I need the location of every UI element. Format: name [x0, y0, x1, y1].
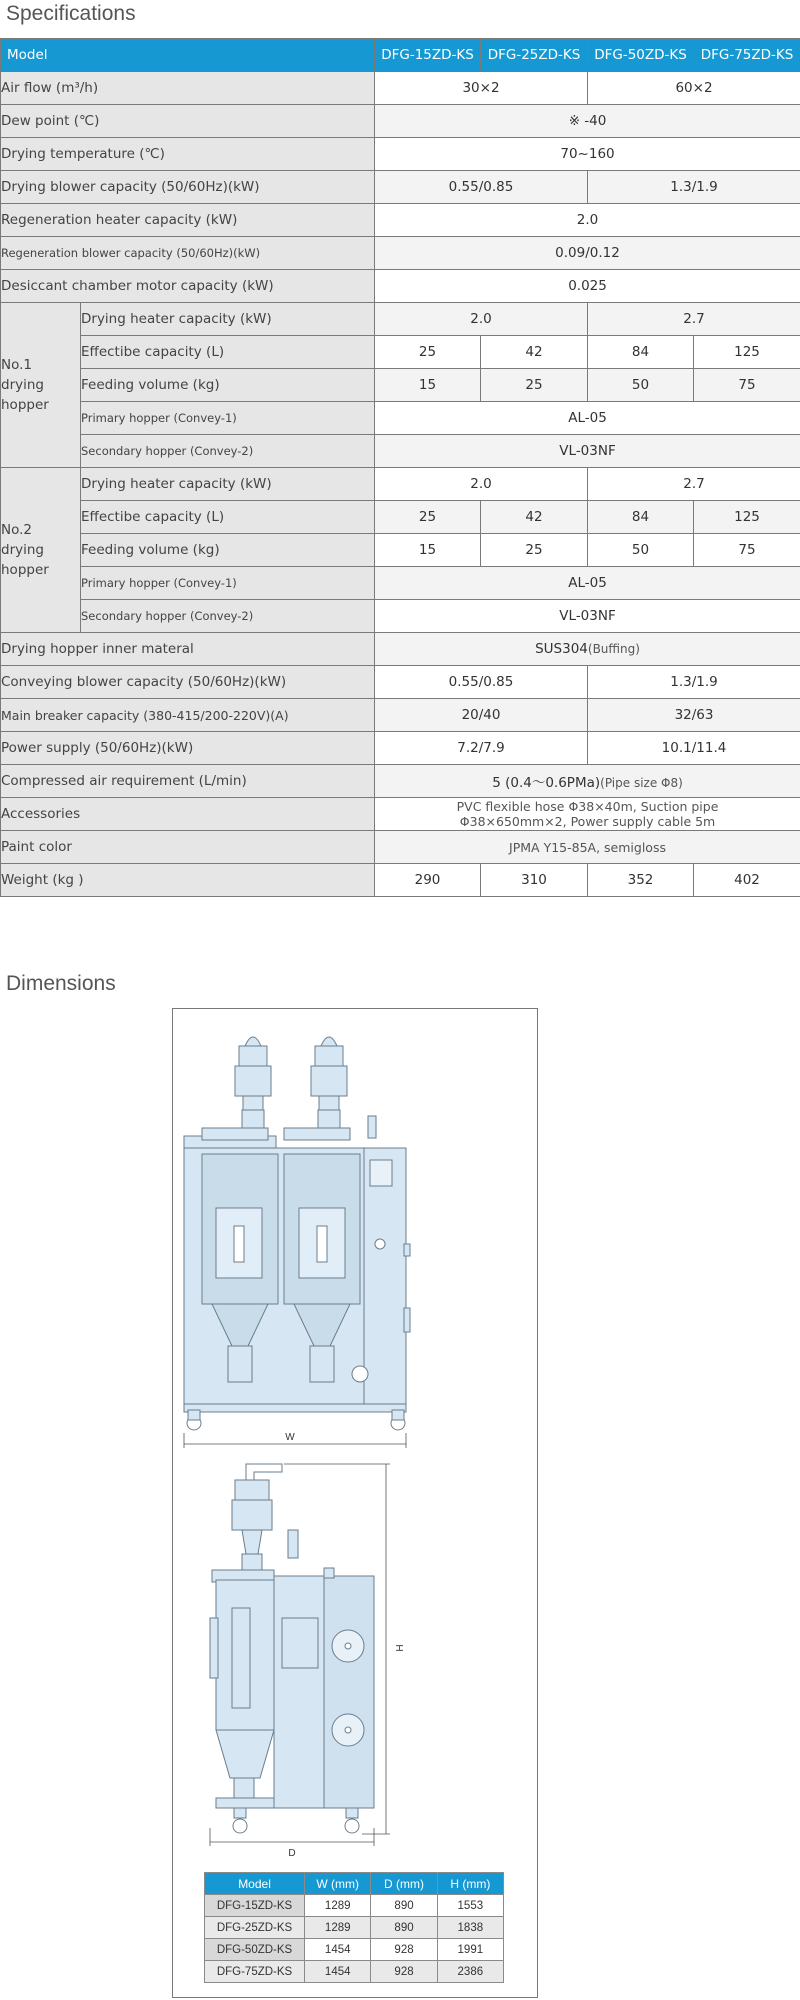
row-value: 1.3/1.9: [588, 666, 800, 699]
row-value: VL-03NF: [375, 600, 800, 633]
row-value: 2.0: [375, 204, 800, 237]
row-label: Drying heater capacity (kW): [81, 303, 375, 336]
compressed-air-row: [1, 765, 800, 798]
hopper1-primary-row: [1, 402, 800, 435]
column-header: Model: [205, 1873, 305, 1895]
dims-header-row: [205, 1873, 504, 1895]
hopper2-effective-row: [1, 501, 800, 534]
row-value: 2.7: [588, 468, 800, 501]
table-row: [205, 1939, 504, 1961]
drying-blower-row: [1, 171, 800, 204]
row-value: 290: [375, 864, 481, 897]
power-supply-row: [1, 732, 800, 765]
model-name: DFG-75ZD-KS: [694, 39, 800, 72]
row-value: 7.2/7.9: [375, 732, 588, 765]
conveying-blower-row: [1, 666, 800, 699]
hopper2-feeding-row: [1, 534, 800, 567]
table-row: [205, 1917, 504, 1939]
row-label: Desiccant chamber motor capacity (kW): [1, 270, 375, 303]
row-value: 75: [694, 534, 800, 567]
table-cell: 928: [371, 1961, 437, 1983]
specifications-title: Specifications: [6, 2, 136, 25]
row-value: 42: [481, 336, 588, 369]
row-value: 50: [588, 534, 694, 567]
row-value: 10.1/11.4: [588, 732, 800, 765]
side-view-drawing: [172, 1458, 536, 1868]
height-label: H: [393, 1644, 404, 1652]
row-value: JPMA Y15-85A, semigloss: [375, 831, 800, 864]
column-header: D (mm): [371, 1873, 437, 1895]
table-cell: DFG-75ZD-KS: [205, 1961, 305, 1983]
hopper1-feeding-row: [1, 369, 800, 402]
row-value: SUS304(Buffing): [375, 633, 800, 666]
width-label: W: [285, 1432, 295, 1443]
row-label: Primary hopper (Convey-1): [81, 567, 375, 600]
model-name: DFG-15ZD-KS: [375, 39, 481, 72]
row-value: 5 (0.4～0.6PMa)(Pipe size Φ8): [375, 765, 800, 798]
table-cell: 1289: [305, 1917, 371, 1939]
table-cell: 1289: [305, 1895, 371, 1917]
hopper2-secondary-row: [1, 600, 800, 633]
row-label: Regeneration heater capacity (kW): [1, 204, 375, 237]
regeneration-heater-row: [1, 204, 800, 237]
row-value: 75: [694, 369, 800, 402]
row-value: 402: [694, 864, 800, 897]
row-label: Dew point (℃): [1, 105, 375, 138]
row-value: 60×2: [588, 72, 800, 105]
row-value: 352: [588, 864, 694, 897]
row-value: 2.0: [375, 303, 588, 336]
table-cell: 890: [371, 1917, 437, 1939]
desiccant-motor-row: [1, 270, 800, 303]
table-cell: 1838: [437, 1917, 503, 1939]
air-flow-row: [1, 72, 800, 105]
row-value: 0.025: [375, 270, 800, 303]
row-value: 25: [375, 501, 481, 534]
hopper1-effective-row: [1, 336, 800, 369]
row-value: 84: [588, 501, 694, 534]
row-label: Paint color: [1, 831, 375, 864]
row-value: 0.09/0.12: [375, 237, 800, 270]
row-value: 125: [694, 336, 800, 369]
row-label: Drying hopper inner materal: [1, 633, 375, 666]
row-value: 310: [481, 864, 588, 897]
hopper1-secondary-row: [1, 435, 800, 468]
front-view-drawing: [172, 1008, 536, 1448]
drying-temperature-row: [1, 138, 800, 171]
row-label: Compressed air requirement (L/min): [1, 765, 375, 798]
depth-label: D: [288, 1848, 296, 1859]
row-value: 2.7: [588, 303, 800, 336]
model-header-row: [1, 39, 800, 72]
row-value: 2.0: [375, 468, 588, 501]
row-label: Secondary hopper (Convey-2): [81, 600, 375, 633]
row-label: Air flow (m³/h): [1, 72, 375, 105]
table-cell: 1991: [437, 1939, 503, 1961]
row-value: 32/63: [588, 699, 800, 732]
row-label: Effectibe capacity (L): [81, 336, 375, 369]
hopper2-heater-row: [1, 468, 800, 501]
column-header: W (mm): [305, 1873, 371, 1895]
row-label: Regeneration blower capacity (50/60Hz)(kW): [1, 237, 375, 270]
table-cell: 928: [371, 1939, 437, 1961]
table-row: [205, 1895, 504, 1917]
row-label: Accessories: [1, 798, 375, 831]
row-value: 0.55/0.85: [375, 171, 588, 204]
row-label: Feeding volume (kg): [81, 369, 375, 402]
row-value: VL-03NF: [375, 435, 800, 468]
hopper2-group-label: No.2 drying hopper: [1, 468, 81, 633]
row-value: 25: [481, 534, 588, 567]
hopper1-group-label: No.1 drying hopper: [1, 303, 81, 468]
row-label: Drying temperature (℃): [1, 138, 375, 171]
row-value: 42: [481, 501, 588, 534]
row-label: Conveying blower capacity (50/60Hz)(kW): [1, 666, 375, 699]
specifications-table: [0, 38, 800, 897]
row-value: 84: [588, 336, 694, 369]
table-cell: DFG-15ZD-KS: [205, 1895, 305, 1917]
model-name: DFG-25ZD-KS: [481, 39, 588, 72]
table-cell: 1454: [305, 1961, 371, 1983]
row-label: Secondary hopper (Convey-2): [81, 435, 375, 468]
row-value: 125: [694, 501, 800, 534]
row-label: Feeding volume (kg): [81, 534, 375, 567]
row-value: 30×2: [375, 72, 588, 105]
row-label: Drying heater capacity (kW): [81, 468, 375, 501]
table-cell: 2386: [437, 1961, 503, 1983]
row-value: 15: [375, 369, 481, 402]
row-value: 0.55/0.85: [375, 666, 588, 699]
row-value: 25: [375, 336, 481, 369]
row-value: AL-05: [375, 402, 800, 435]
dimensions-title: Dimensions: [6, 972, 116, 995]
main-breaker-row: [1, 699, 800, 732]
row-value: 15: [375, 534, 481, 567]
table-cell: DFG-50ZD-KS: [205, 1939, 305, 1961]
paint-color-row: [1, 831, 800, 864]
dew-point-row: [1, 105, 800, 138]
inner-material-row: [1, 633, 800, 666]
row-value: 20/40: [375, 699, 588, 732]
weight-row: [1, 864, 800, 897]
hopper2-primary-row: [1, 567, 800, 600]
row-value: 70~160: [375, 138, 800, 171]
accessories-row: [1, 798, 800, 831]
dimensions-table: [204, 1872, 504, 1983]
row-label: Power supply (50/60Hz)(kW): [1, 732, 375, 765]
row-value: PVC flexible hose Φ38×40m, Suction pipe Φ38×650mm×2, Power supply cable 5m: [375, 798, 800, 831]
table-row: [205, 1961, 504, 1983]
row-value: 1.3/1.9: [588, 171, 800, 204]
table-cell: DFG-25ZD-KS: [205, 1917, 305, 1939]
row-label: Main breaker capacity (380-415/200-220V)(A): [1, 699, 375, 732]
row-label: Weight (kg ): [1, 864, 375, 897]
table-cell: 1553: [437, 1895, 503, 1917]
row-value: 50: [588, 369, 694, 402]
row-value: AL-05: [375, 567, 800, 600]
hopper1-heater-row: [1, 303, 800, 336]
table-cell: 1454: [305, 1939, 371, 1961]
row-value: 25: [481, 369, 588, 402]
row-label: Effectibe capacity (L): [81, 501, 375, 534]
regeneration-blower-row: [1, 237, 800, 270]
row-value: ※ -40: [375, 105, 800, 138]
model-label: Model: [1, 39, 375, 72]
model-name: DFG-50ZD-KS: [588, 39, 694, 72]
table-cell: 890: [371, 1895, 437, 1917]
row-label: Drying blower capacity (50/60Hz)(kW): [1, 171, 375, 204]
column-header: H (mm): [437, 1873, 503, 1895]
row-label: Primary hopper (Convey-1): [81, 402, 375, 435]
